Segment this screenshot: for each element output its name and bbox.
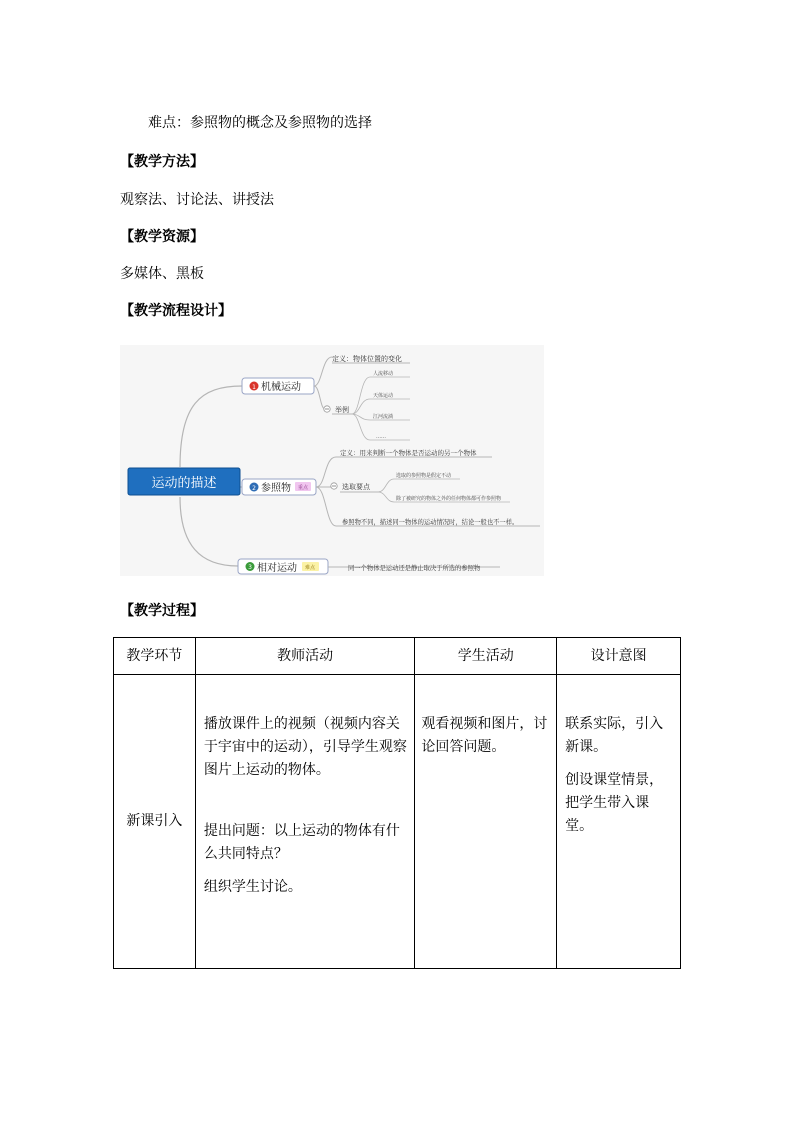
b3-note: 同一个物体是运动还是静止取决于所选的参照物 bbox=[348, 565, 481, 572]
method-heading: 【教学方法】 bbox=[120, 154, 204, 170]
branch-1-label: 机械运动 bbox=[261, 382, 301, 393]
header-cell: 学生活动 bbox=[415, 638, 557, 675]
intent-cell bbox=[557, 675, 681, 969]
root-node: 运动的描述 bbox=[151, 476, 217, 491]
teacher-activity-2: 提出问题：以上运动的物体有什么共同特点？ bbox=[203, 823, 400, 862]
intent-2: 创设课堂情景，把学生带入课堂。 bbox=[565, 772, 664, 834]
teacher-activity-1: 播放课件上的视频（视频内容关于宇宙中的运动），引导学生观察图片上运动的物体。 bbox=[203, 716, 407, 778]
process-heading: 【教学过程】 bbox=[120, 603, 204, 619]
header-cell: 教师活动 bbox=[195, 638, 415, 675]
method-text: 观察法、讨论法、讲授法 bbox=[120, 192, 274, 208]
b1-example-item: 江河流淌 bbox=[373, 414, 394, 420]
b2-select-label: 选取要点 bbox=[342, 483, 370, 491]
b1-definition: 定义：物体位置的变化 bbox=[332, 355, 402, 363]
b2-note: 参照物不同，描述同一物体的运动情况时，结论一般也不一样。 bbox=[342, 519, 519, 526]
branch-2-number: 2 bbox=[252, 485, 256, 492]
student-activity: 观看视频和图片，讨论回答问题。 bbox=[421, 716, 548, 755]
header-cell: 设计意图 bbox=[557, 638, 681, 675]
intent-1: 联系实际，引入新课。 bbox=[565, 716, 664, 755]
table-row bbox=[114, 675, 681, 969]
stage-text: 新课引入 bbox=[126, 813, 183, 829]
header-cell: 教学环节 bbox=[114, 638, 196, 675]
teacher-cell bbox=[195, 675, 415, 969]
branch-3-tag: 难点 bbox=[304, 565, 316, 571]
mind-map bbox=[120, 345, 544, 576]
process-table bbox=[113, 637, 681, 969]
branch-2-tag: 重点 bbox=[297, 485, 309, 491]
branch-3-label: 相对运动 bbox=[257, 563, 297, 574]
resources-heading: 【教学资源】 bbox=[120, 229, 204, 245]
student-cell bbox=[415, 675, 557, 969]
b1-example-item: 人流移动 bbox=[373, 371, 394, 377]
branch-3-number: 3 bbox=[248, 564, 252, 571]
resources-text: 多媒体、黑板 bbox=[120, 266, 204, 282]
table-header-row bbox=[114, 638, 681, 675]
b1-example-item: …… bbox=[376, 434, 386, 440]
stage-cell bbox=[114, 675, 196, 969]
teacher-activity-3: 组织学生讨论。 bbox=[203, 879, 302, 895]
difficulty-line: 难点：参照物的概念及参照物的选择 bbox=[148, 115, 372, 131]
flow-heading: 【教学流程设计】 bbox=[120, 303, 232, 319]
branch-2-label: 参照物 bbox=[261, 483, 291, 494]
b2-select-item: 选取的参照物是假定不动 bbox=[396, 473, 452, 479]
branch-1-number: 1 bbox=[252, 384, 256, 391]
b2-select-item: 除了被研究的物体之外的任何物体都可作参照物 bbox=[396, 496, 502, 502]
b1-example-label: 举例 bbox=[335, 406, 349, 414]
b2-definition: 定义：用来判断一个物体是否运动的另一个物体 bbox=[340, 449, 477, 457]
b1-example-item: 天体运动 bbox=[373, 393, 394, 399]
